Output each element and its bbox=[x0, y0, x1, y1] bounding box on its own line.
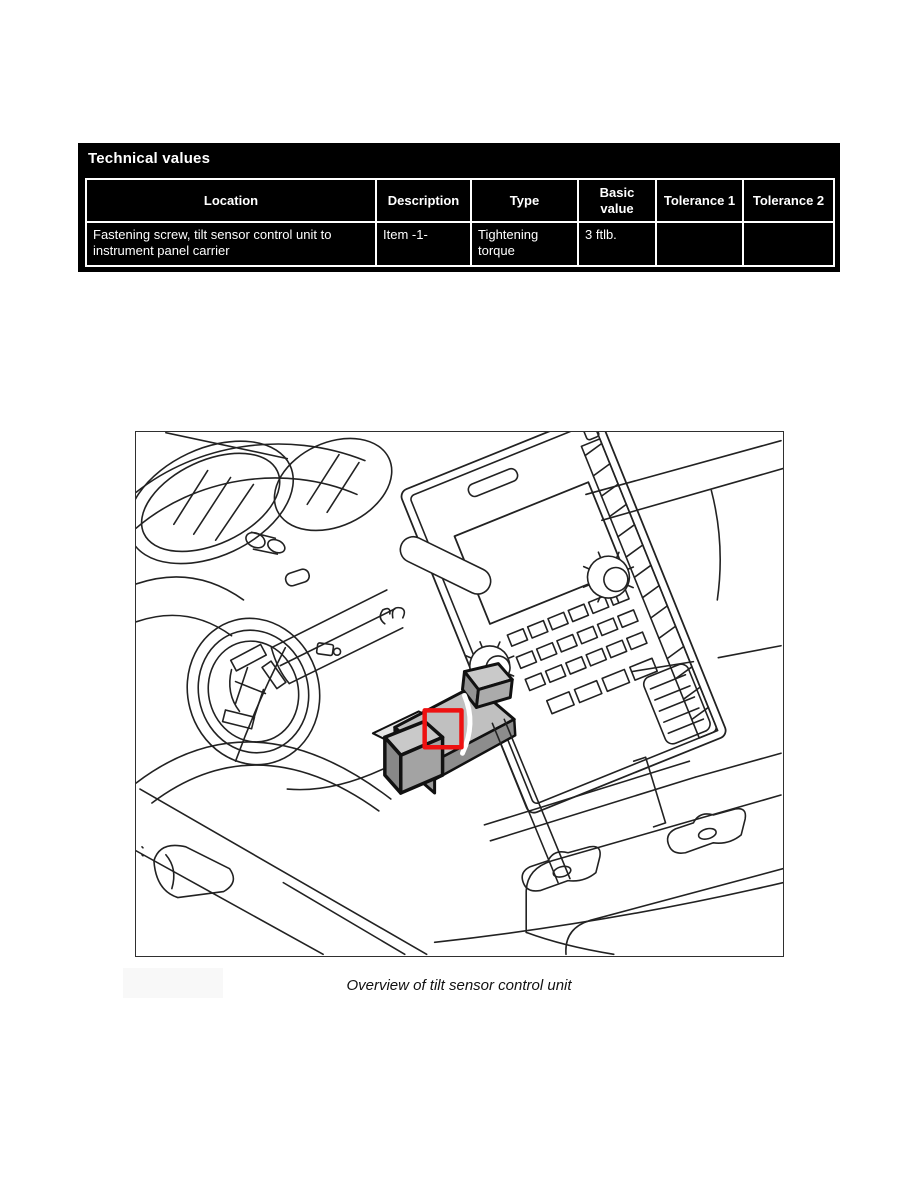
clock-spring bbox=[171, 603, 341, 779]
table-header-row bbox=[86, 179, 834, 222]
console-armrest-lines bbox=[435, 795, 783, 954]
column-header-description: Description bbox=[376, 179, 471, 222]
column-header-type: Type bbox=[471, 179, 578, 222]
column-header-tolerance-1: Tolerance 1 bbox=[656, 179, 743, 222]
technical-values-table bbox=[85, 178, 835, 267]
dashboard-cowl-lines bbox=[136, 433, 365, 529]
body-panel-lines bbox=[136, 568, 311, 762]
tilt-sensor-location-diagram bbox=[135, 431, 784, 957]
technical-values-panel bbox=[78, 143, 840, 272]
column-header-tolerance-2: Tolerance 2 bbox=[743, 179, 834, 222]
floor-lines bbox=[136, 789, 427, 954]
cell-description: Item -1- bbox=[376, 222, 471, 266]
table-title: Technical values bbox=[88, 150, 211, 167]
column-header-location: Location bbox=[86, 179, 376, 222]
column-header-basic-value: Basic value bbox=[578, 179, 656, 222]
figure-caption: Overview of tilt sensor control unit bbox=[346, 977, 572, 994]
cell-tolerance-1 bbox=[656, 222, 743, 266]
steering-column bbox=[271, 590, 404, 684]
table-row bbox=[86, 222, 834, 266]
footwell-lines bbox=[136, 742, 391, 856]
cell-tolerance-2 bbox=[743, 222, 834, 266]
cell-type: Tightening torque bbox=[471, 222, 578, 266]
cell-basic-value: 3 ftlb. bbox=[578, 222, 656, 266]
cell-location: Fastening screw, tilt sensor control unit to instrument panel carrier bbox=[86, 222, 376, 266]
